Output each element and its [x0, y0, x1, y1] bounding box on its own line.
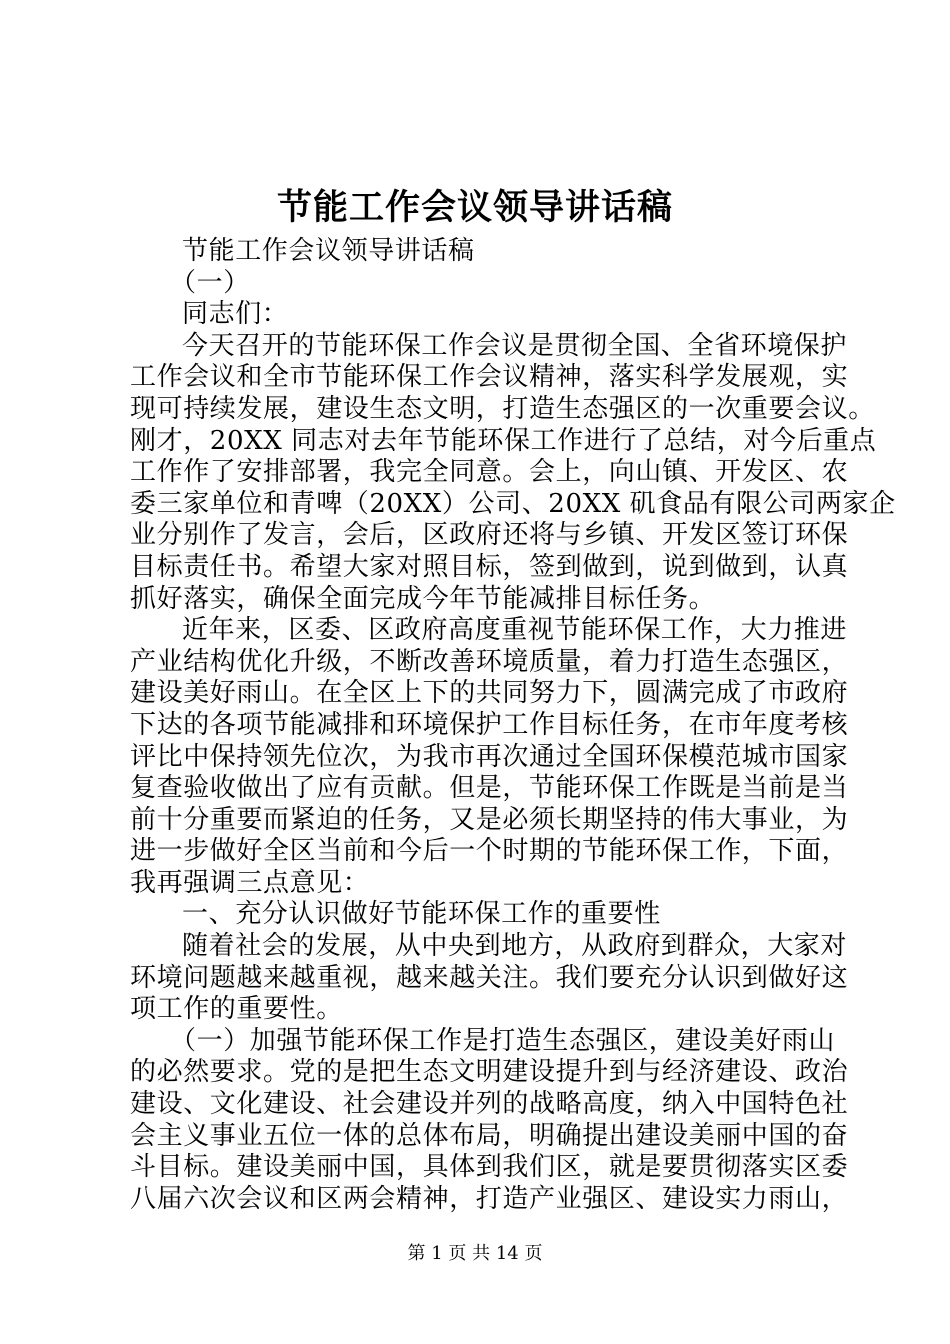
body-line: 节能工作会议领导讲话稿: [182, 236, 475, 266]
body-line: 刚才，20XX 同志对去年节能环保工作进行了总结，对今后重点: [130, 425, 877, 456]
body-line: 工作作了安排部署，我完全同意。会上，向山镇、开发区、农: [130, 457, 849, 488]
body-line: 进一步做好全区当前和今后一个时期的节能环保工作，下面，: [130, 836, 849, 867]
body-line: 前十分重要而紧迫的任务，又是必须长期坚持的伟大事业，为: [130, 804, 849, 835]
body-line: 的必然要求。党的是把生态文明建设提升到与经济建设、政治: [130, 1057, 849, 1088]
document-body: [130, 236, 896, 1215]
body-line: 环境问题越来越重视，越来越关注。我们要充分认识到做好这: [130, 962, 849, 993]
body-line: 目标责任书。希望大家对照目标，签到做到，说到做到，认真: [130, 551, 849, 582]
body-line: 委三家单位和青啤（20XX）公司、20XX 矶食品有限公司两家企: [130, 488, 896, 519]
body-line: 下达的各项节能减排和环境保护工作目标任务，在市年度考核: [130, 709, 849, 740]
body-line: （一）加强节能环保工作是打造生态强区，建设美好雨山: [170, 1025, 836, 1056]
document-title: 节能工作会议领导讲话稿: [276, 187, 673, 228]
body-line: （一）: [170, 267, 250, 298]
body-line: 复查验收做出了应有贡献。但是，节能环保工作既是当前是当: [130, 773, 849, 804]
body-line: 评比中保持领先位次，为我市再次通过全国环保模范城市国家: [130, 741, 849, 772]
body-line: 建设、文化建设、社会建设并列的战略高度，纳入中国特色社: [130, 1089, 849, 1120]
body-line: 会主义事业五位一体的总体布局，明确提出建设美丽中国的奋: [130, 1120, 849, 1151]
body-line: 建设美好雨山。在全区上下的共同努力下，圆满完成了市政府: [130, 678, 849, 709]
page-number-footer: 第 1 页 共 14 页: [407, 1243, 543, 1264]
body-line: 八届六次会议和区两会精神，打造产业强区、建设实力雨山，: [130, 1183, 849, 1214]
body-line: 今天召开的节能环保工作会议是贯彻全国、全省环境保护: [182, 330, 848, 361]
body-line: 项工作的重要性。: [130, 994, 343, 1025]
body-line: 近年来，区委、区政府高度重视节能环保工作，大力推进: [182, 615, 848, 646]
body-line: 随着社会的发展，从中央到地方，从政府到群众，大家对: [182, 931, 848, 962]
body-line: 工作会议和全市节能环保工作会议精神，落实科学发展观，实: [130, 362, 849, 393]
body-line: 现可持续发展，建设生态文明，打造生态强区的一次重要会议。: [130, 393, 875, 424]
body-line: 抓好落实，确保全面完成今年节能减排目标任务。: [130, 583, 716, 614]
body-line: 我再强调三点意见：: [130, 867, 370, 898]
body-line: 斗目标。建设美丽中国，具体到我们区，就是要贯彻落实区委: [130, 1152, 849, 1183]
body-line: 同志们：: [182, 299, 289, 330]
body-line: 产业结构优化升级，不断改善环境质量，着力打造生态强区，: [130, 646, 849, 677]
section-heading: 一、充分认识做好节能环保工作的重要性: [182, 899, 661, 930]
body-line: 业分别作了发言，会后，区政府还将与乡镇、开发区签订环保: [130, 520, 849, 551]
